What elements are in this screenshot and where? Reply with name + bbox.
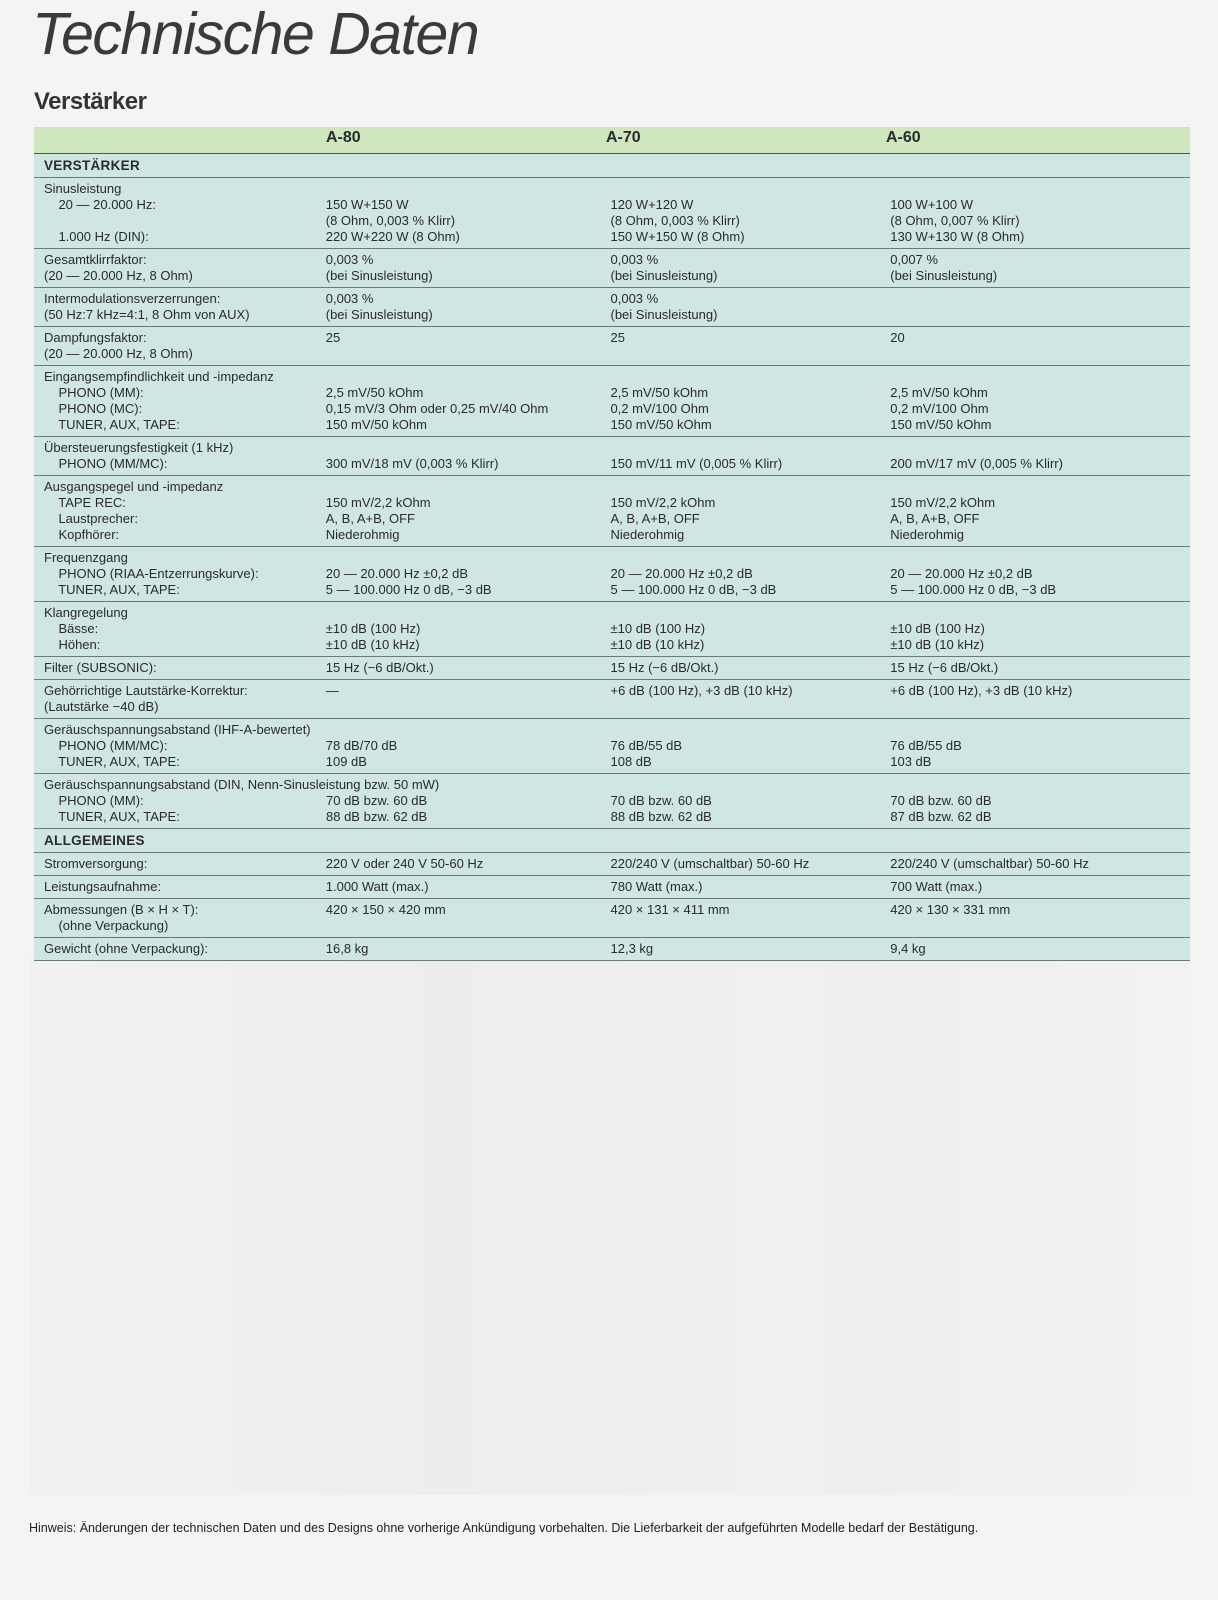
value-a60: 700 Watt (max.) [890, 879, 983, 894]
value-a70: 780 Watt (max.) [610, 879, 703, 894]
value-a80: 300 mV/18 mV (0,003 % Klirr) [325, 456, 499, 471]
section-row [34, 154, 1190, 178]
row-label: Stromversorgung: [44, 856, 148, 871]
value-a80: 150 W+150 W (8 Ohm, 0,003 % Klirr) 220 W+220 W (8 Ohm) [325, 197, 460, 244]
value-a70: 25 [610, 330, 625, 345]
table-row [34, 178, 1190, 249]
value-a80: 150 mV/2,2 kOhm A, B, A+B, OFF Niederohmig [325, 495, 431, 542]
value-a70: 420 × 131 × 411 mm [610, 902, 730, 917]
value-a70: 0,003 % (bei Sinusleistung) [610, 252, 718, 283]
table-row [34, 876, 1190, 899]
value-a60: +6 dB (100 Hz), +3 dB (10 kHz) [890, 683, 1073, 698]
table-row [34, 249, 1190, 288]
value-a70: 220/240 V (umschaltbar) 50-60 Hz [610, 856, 810, 871]
table-row [34, 774, 1190, 829]
table-row [34, 366, 1190, 437]
value-a60: 15 Hz (−6 dB/Okt.) [890, 660, 999, 675]
table-row [34, 547, 1190, 602]
value-a80: 15 Hz (−6 dB/Okt.) [325, 660, 434, 675]
value-a80: 78 dB/70 dB 109 dB [325, 738, 398, 769]
value-a80: 1.000 Watt (max.) [325, 879, 429, 894]
table-row [34, 719, 1190, 774]
table-row [34, 476, 1190, 547]
column-header-a80: A-80 [326, 129, 361, 146]
value-a60: 20 — 20.000 Hz ±0,2 dB 5 — 100.000 Hz 0 dB, −3 dB [890, 566, 1057, 597]
value-a70: 150 mV/2,2 kOhm A, B, A+B, OFF Niederohmig [610, 495, 716, 542]
table-row [34, 657, 1190, 680]
footnote: Hinweis: Änderungen der technischen Daten und des Designs ohne vorherige Ankündigung vorbehalten. Die Lieferbarkeit der aufgeführten Modelle bedarf der Bestätigung. [29, 1521, 979, 1535]
table-row [34, 437, 1190, 476]
value-a70: 12,3 kg [610, 941, 654, 956]
row-label: Frequenzgang PHONO (RIAA-Entzerrungskurve): TUNER, AUX, TAPE: [44, 550, 259, 597]
value-a80: ±10 dB (100 Hz) ±10 dB (10 kHz) [325, 621, 421, 652]
value-a60: 200 mV/17 mV (0,005 % Klirr) [890, 456, 1063, 471]
value-a80: 0,003 % (bei Sinusleistung) [325, 252, 433, 283]
column-header-a60: A-60 [886, 129, 921, 146]
row-label: Geräuschspannungsabstand (IHF-A-bewertet) PHONO (MM/MC): TUNER, AUX, TAPE: [44, 722, 311, 769]
table-row [34, 680, 1190, 719]
value-a70: 2,5 mV/50 kOhm 0,2 mV/100 Ohm 150 mV/50 kOhm [610, 385, 712, 432]
row-label: Geräuschspannungsabstand (DIN, Nenn-Sinusleistung bzw. 50 mW) PHONO (MM): TUNER, AUX, TAPE: [44, 777, 440, 824]
row-label: Gehörrichtige Lautstärke-Korrektur: (Lautstärke −40 dB) [44, 683, 248, 714]
table-body [34, 154, 1190, 961]
table-header [34, 127, 1190, 154]
value-a80: — [325, 683, 339, 698]
value-a80: 220 V oder 240 V 50-60 Hz [325, 856, 484, 871]
value-a60: 220/240 V (umschaltbar) 50-60 Hz [890, 856, 1089, 871]
value-a80: 16,8 kg [325, 941, 369, 956]
value-a80: 420 × 150 × 420 mm [325, 902, 446, 917]
value-a70: 15 Hz (−6 dB/Okt.) [610, 660, 719, 675]
row-label: Ausgangspegel und -impedanz TAPE REC: Laustprecher: Kopfhörer: [44, 479, 224, 542]
row-label: Dampfungsfaktor: (20 — 20.000 Hz, 8 Ohm) [44, 330, 193, 361]
row-label: Übersteuerungsfestigkeit (1 kHz) PHONO (MM/MC): [44, 440, 234, 471]
section-title: Verstärker [34, 88, 147, 115]
value-a60: 420 × 130 × 331 mm [890, 902, 1011, 917]
row-label: Intermodulationsverzerrungen: (50 Hz:7 kHz=4:1, 8 Ohm von AUX) [44, 291, 250, 322]
value-a70: 20 — 20.000 Hz ±0,2 dB 5 — 100.000 Hz 0 dB, −3 dB [610, 566, 777, 597]
section-label: ALLGEMEINES [44, 833, 145, 848]
row-label: Leistungsaufnahme: [44, 879, 162, 894]
value-a70: 70 dB bzw. 60 dB 88 dB bzw. 62 dB [610, 793, 712, 824]
value-a80: 20 — 20.000 Hz ±0,2 dB 5 — 100.000 Hz 0 dB, −3 dB [325, 566, 492, 597]
row-label: Abmessungen (B × H × T): (ohne Verpackung) [44, 902, 199, 933]
row-label: Eingangsempfindlichkeit und -impedanz PHONO (MM): PHONO (MC): TUNER, AUX, TAPE: [44, 369, 274, 432]
row-label: Filter (SUBSONIC): [44, 660, 157, 675]
value-a80: 0,003 % (bei Sinusleistung) [325, 291, 433, 322]
value-a70: +6 dB (100 Hz), +3 dB (10 kHz) [610, 683, 793, 698]
value-a60: 9,4 kg [890, 941, 926, 956]
table-row [34, 938, 1190, 961]
value-a70: 150 mV/11 mV (0,005 % Klirr) [610, 456, 783, 471]
spec-table [34, 127, 1190, 961]
value-a70: ±10 dB (100 Hz) ±10 dB (10 kHz) [610, 621, 706, 652]
value-a80: 25 [325, 330, 341, 345]
table-row [34, 602, 1190, 657]
value-a60: 0,007 % (bei Sinusleistung) [890, 252, 998, 283]
value-a80: 2,5 mV/50 kOhm 0,15 mV/3 Ohm oder 0,25 mV/40 Ohm 150 mV/50 kOhm [325, 385, 549, 432]
page-title: Technische Daten [32, 1, 479, 67]
section-label: VERSTÄRKER [44, 158, 141, 173]
value-a70: 76 dB/55 dB 108 dB [610, 738, 683, 769]
value-a60: 76 dB/55 dB 103 dB [890, 738, 962, 769]
row-label: Gewicht (ohne Verpackung): [44, 941, 209, 956]
table-row [34, 327, 1190, 366]
row-label: Sinusleistung 20 — 20.000 Hz: 1.000 Hz (DIN): [44, 181, 157, 244]
table-row [34, 853, 1190, 876]
value-a60: 20 [890, 330, 905, 345]
value-a60: ±10 dB (100 Hz) ±10 dB (10 kHz) [890, 621, 985, 652]
table-row [34, 288, 1190, 327]
value-a70: 120 W+120 W (8 Ohm, 0,003 % Klirr) 150 W+150 W (8 Ohm) [610, 197, 745, 244]
value-a60: 2,5 mV/50 kOhm 0,2 mV/100 Ohm 150 mV/50 kOhm [890, 385, 992, 432]
value-a80: 70 dB bzw. 60 dB 88 dB bzw. 62 dB [326, 793, 428, 824]
table-row [34, 899, 1190, 938]
section-row [34, 829, 1190, 853]
value-a60: 100 W+100 W (8 Ohm, 0,007 % Klirr) 130 W+130 W (8 Ohm) [890, 197, 1025, 244]
value-a60: 150 mV/2,2 kOhm A, B, A+B, OFF Niederohmig [890, 495, 996, 542]
value-a60: 70 dB bzw. 60 dB 87 dB bzw. 62 dB [890, 793, 992, 824]
row-label: Klangregelung Bässe: Höhen: [44, 605, 128, 652]
value-a60 [890, 291, 1190, 323]
column-header-a70: A-70 [606, 129, 641, 146]
row-label: Gesamtklirrfaktor: (20 — 20.000 Hz, 8 Ohm) [44, 252, 193, 283]
page-background [30, 955, 1190, 1495]
value-a70: 0,003 % (bei Sinusleistung) [610, 291, 718, 322]
